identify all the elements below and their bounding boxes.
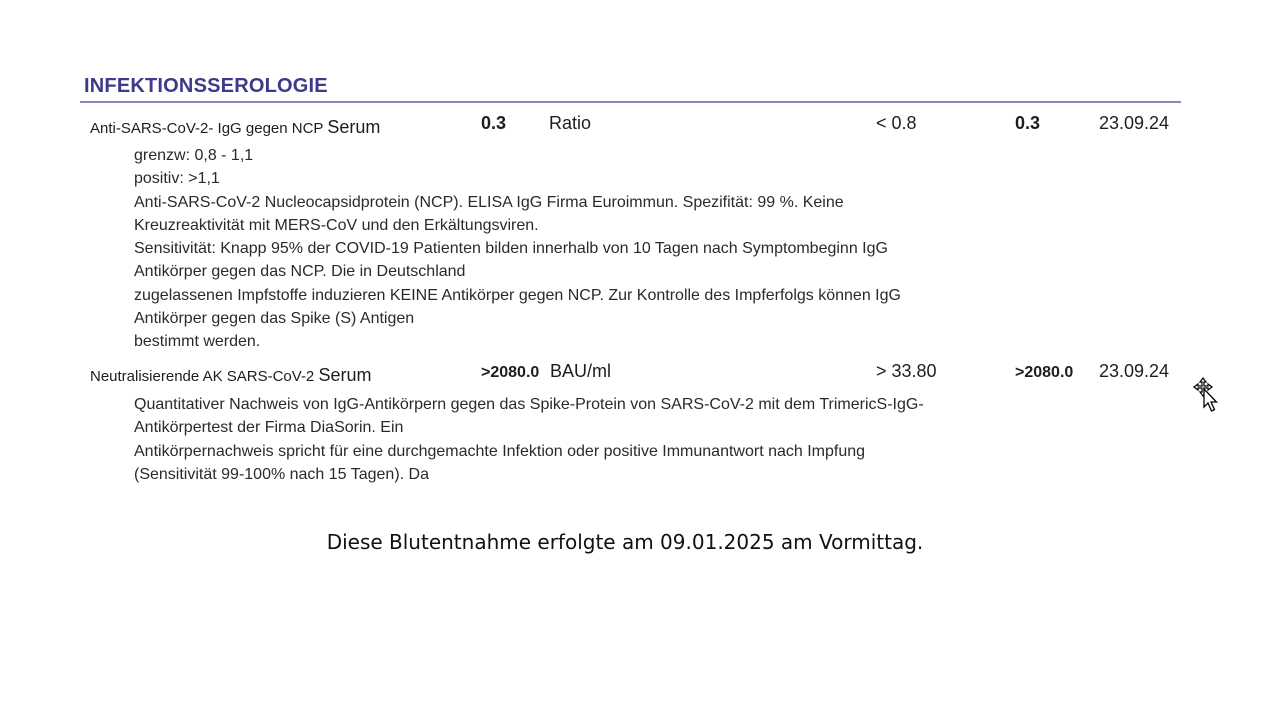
result-row-ncp-igg (0, 113, 1280, 137)
test-name-label: Neutralisierende AK SARS-CoV-2 (90, 368, 315, 385)
section-divider (80, 101, 1181, 103)
result-notes (134, 393, 924, 486)
result-value: 0.3 (481, 113, 507, 133)
note-line: positiv: >1,1 (134, 170, 220, 188)
test-name-label: Anti-SARS-CoV-2- IgG gegen NCP (90, 120, 324, 137)
previous-value: 0.3 (1015, 113, 1041, 133)
previous-date: 23.09.24 (1099, 361, 1170, 381)
result-notes (134, 144, 901, 354)
test-name (90, 117, 380, 138)
note-line: Antikörper gegen das Spike (S) Antigen (134, 310, 415, 328)
material-label: Serum (318, 365, 372, 385)
note-line: Sensitivität: Knapp 95% der COVID-19 Patienten bilden innerhalb von 10 Tagen nach Symptombeginn IgG (134, 240, 888, 258)
result-row-neutralizing-ab (0, 361, 1280, 385)
note-line: grenzw: 0,8 - 1,1 (134, 147, 254, 164)
move-cursor-icon (1192, 376, 1220, 414)
note-line: Kreuzreaktivität mit MERS-CoV und den Erkältungsviren. (134, 216, 539, 234)
note-line: bestimmt werden. (134, 333, 261, 351)
test-name (90, 365, 371, 386)
reference-range: > 33.80 (876, 361, 937, 381)
reference-range: < 0.8 (876, 113, 917, 133)
note-line: Antikörpernachweis spricht für eine durchgemachte Infektion oder positive Immunantwort nach Impfung (134, 442, 866, 460)
note-line: (Sensitivität 99-100% nach 15 Tagen). Da (134, 465, 429, 483)
note-line: Anti-SARS-CoV-2 Nucleocapsidprotein (NCP). ELISA IgG Firma Euroimmun. Spezifität: 99 %. Keine (134, 193, 844, 211)
result-unit: Ratio (549, 113, 592, 133)
note-line: Antikörpertest der Firma DiaSorin. Ein (134, 419, 404, 437)
caption-text: Diese Blutentnahme erfolgte am 09.01.2025 am Vormittag. (326, 530, 924, 554)
note-line: Antikörper gegen das NCP. Die in Deutschland (134, 263, 466, 281)
result-unit: BAU/ml (550, 361, 612, 381)
section-title: INFEKTIONSSEROLOGIE (84, 75, 328, 97)
previous-date: 23.09.24 (1099, 113, 1170, 133)
previous-value: >2080.0 (1015, 364, 1074, 381)
material-label: Serum (327, 117, 381, 137)
note-line: zugelassenen Impfstoffe induzieren KEINE Antikörper gegen NCP. Zur Kontrolle des Impferfolgs können IgG (134, 286, 901, 304)
result-value: >2080.0 (481, 364, 540, 381)
note-line: Quantitativer Nachweis von IgG-Antikörpern gegen das Spike-Protein von SARS-CoV-2 mit dem TrimericS-IgG- (134, 396, 924, 413)
